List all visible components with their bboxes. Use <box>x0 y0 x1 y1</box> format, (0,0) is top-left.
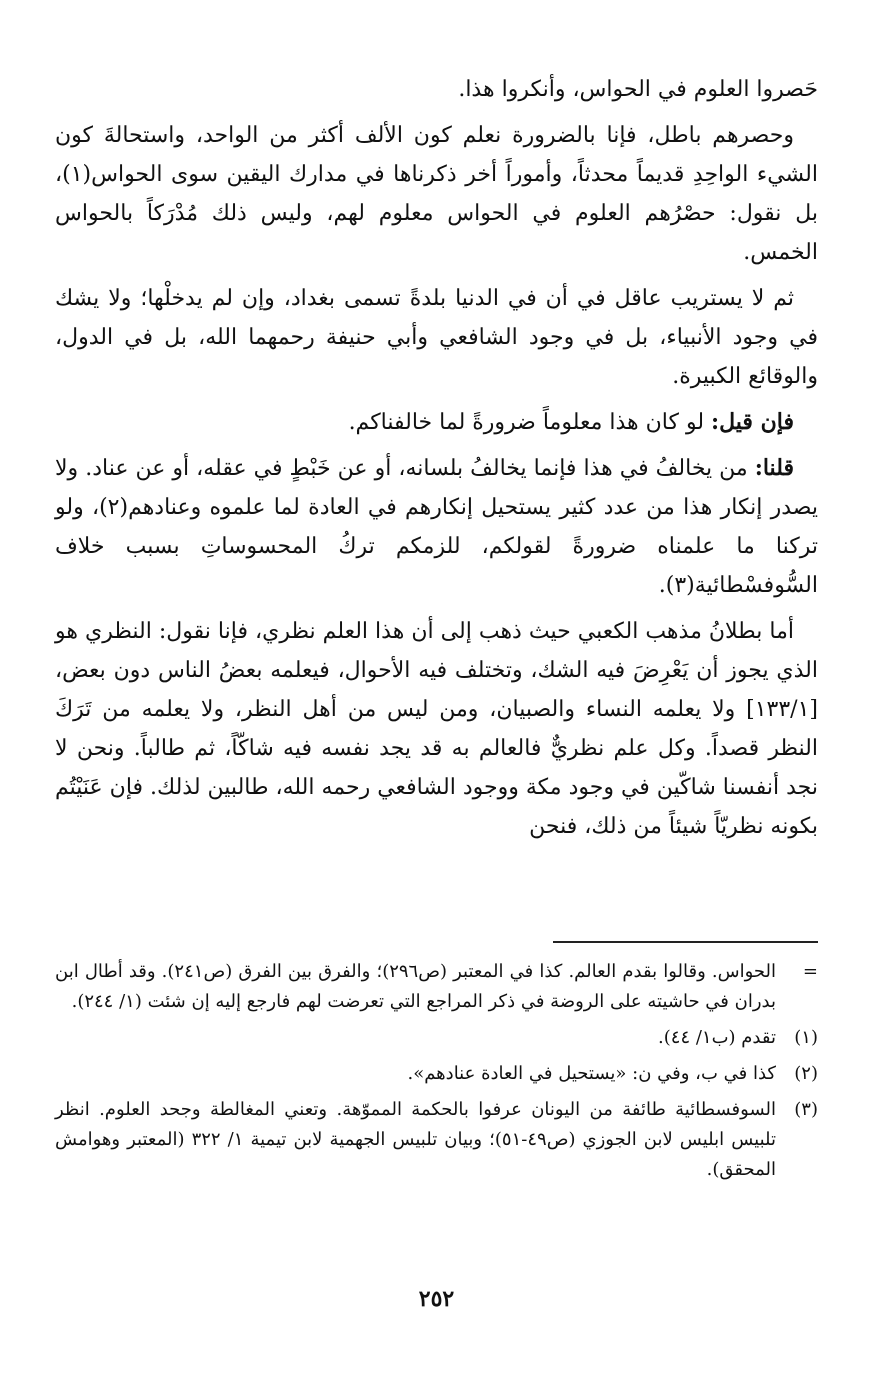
footnote-marker: (٢) <box>794 1063 818 1084</box>
paragraph-2: وحصرهم باطل، فإنا بالضرورة نعلم كون الألف أكثر من الواحد، واستحالةَ كون الشيء الواحِدِ قديماً محدثاً، وأموراً أخر ذكرناها في مدارك اليقين سوى الحواس(١)، بل نقول: حصْرُهم العلوم في الحواس معلوم لهم، وليس ذلك مُدْرَكاً بالحواس الخمس. <box>55 123 819 265</box>
footnote-text: الحواس. وقالوا بقدم العالم. كذا في المعتبر (ص٢٩٦)؛ والفرق بين الفرق (ص٢٤١). وقد أطال ابن بدران في حاشيته على الروضة في ذكر المراجع التي تعرضت لهم فارجع إليه إن شئت (١/ ٢٤٤). <box>55 961 776 1012</box>
objection-text: لو كان هذا معلوماً ضرورةً لما خالفناكم. <box>348 410 712 435</box>
footnote-1 <box>55 1023 818 1053</box>
reply-text: من يخالفُ في هذا فإنما يخالفُ بلسانه، أو عن خَبْطٍ في عقله، أو عن عناد. ولا يصدر إنكار هذا من عدد كثير يستحيل إنكارهم في العادة لما علموه وعنادهم(٢)، ولو تركنا ما علمناه ضرورةً لقولكم، للزمكم تركُ المحسوساتِ بسبب خلاف السُّوفسْطائية(٣). <box>55 456 819 598</box>
paragraph-5 <box>55 449 818 605</box>
footnotes <box>55 957 818 1191</box>
footnote-continuation <box>55 957 818 1017</box>
footnote-3 <box>55 1095 818 1185</box>
paragraph-6: أما بطلانُ مذهب الكعبي حيث ذهب إلى أن هذا العلم نظري، فإنا نقول: النظري هو الذي يجوز أن يَعْرِضَ فيه الشك، وتختلف فيه الأحوال، فيعلمه بعضُ الناس دون بعض، [١٣٣/١] ولا يعلمه النساء والصبيان، ومن ليس من أهل النظر، ولا يعلمه من تَرَكَ النظر قصداً. وكل علم نظريٌّ فالعالم به قد يجد نفسه فيه شاكّاً، ثم طالباً. ونحن لا نجد أنفسنا شاكّين في وجود مكة ووجود الشافعي رحمه الله، طالبين لذلك. فإن عَنَيْتُم بكونه نظريّاً شيئاً من ذلك، فنحن <box>55 619 818 839</box>
reply-lead: قلنا: <box>754 455 794 481</box>
page-number: ٢٥٢ <box>418 1286 455 1312</box>
footnote-marker: (٣) <box>794 1099 818 1120</box>
paragraph-3: ثم لا يستريب عاقل في أن في الدنيا بلدةً تسمى بغداد، وإن لم يدخلْها؛ ولا يشك في وجود الأنبياء، بل في وجود الشافعي وأبي حنيفة رحمهما الله، بل في الدول، والوقائع الكبيرة. <box>55 286 818 389</box>
footnote-divider <box>553 941 818 943</box>
main-text <box>55 70 818 853</box>
footnote-marker: (١) <box>794 1027 818 1048</box>
footnote-2 <box>55 1059 818 1089</box>
objection-lead: فإن قيل: <box>711 409 794 435</box>
footnote-text: تقدم (ب١/ ٤٤). <box>658 1027 776 1048</box>
paragraph-4 <box>55 403 818 442</box>
footnote-text: كذا في ب، وفي ن: «يستحيل في العادة عنادهم». <box>407 1063 776 1084</box>
book-page <box>55 0 818 1384</box>
paragraph-1: حَصروا العلوم في الحواس، وأنكروا هذا. <box>458 77 818 102</box>
footnote-text: السوفسطائية طائفة من اليونان عرفوا بالحكمة المموّهة. وتعني المغالطة وجحد العلوم. انظر تلبيس ابليس لابن الجوزي (ص٤٩-٥١)؛ وبيان تلبيس الجهمية لابن تيمية ١/ ٣٢٢ (المعتبر وهوامش المحقق). <box>55 1099 776 1180</box>
footnote-marker: = <box>802 961 818 982</box>
